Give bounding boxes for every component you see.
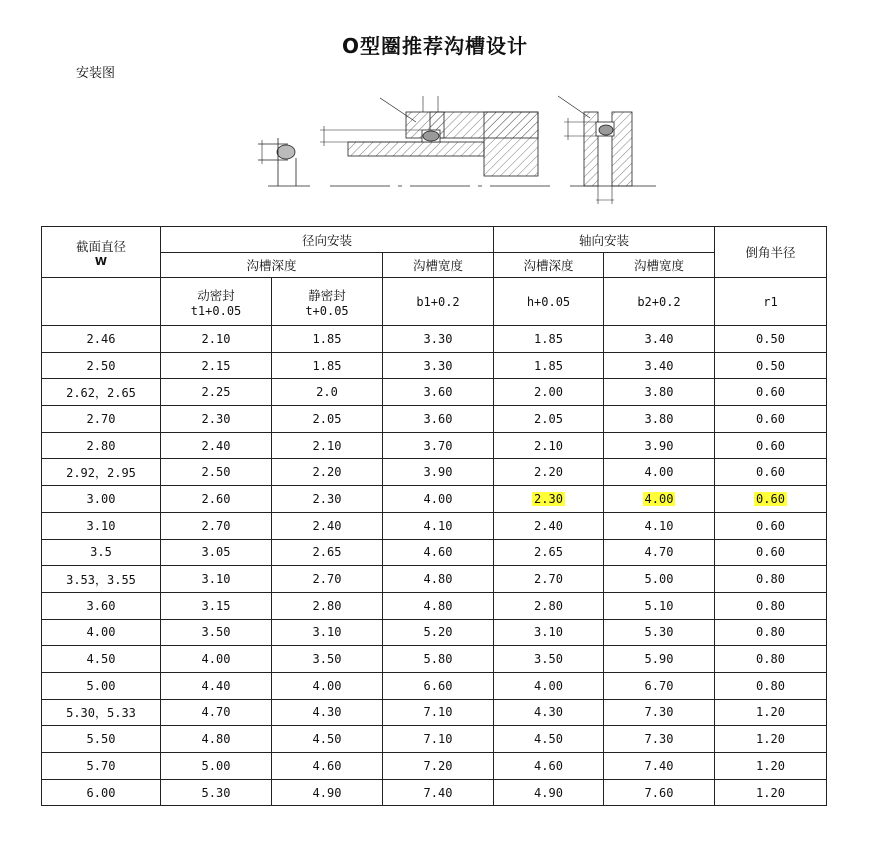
table-cell: 6.60 <box>383 672 494 699</box>
table-row <box>42 406 827 433</box>
table-cell: 4.00 <box>383 486 494 513</box>
axial-install-header: 轴向安装 <box>494 227 715 253</box>
table-cell: 5.70 <box>42 753 161 780</box>
table-cell <box>715 486 827 513</box>
table-row <box>42 352 827 379</box>
table-cell: 2.10 <box>272 432 383 459</box>
r1-header: r1 <box>715 278 827 326</box>
table-cell: 0.50 <box>715 326 827 353</box>
table-row <box>42 699 827 726</box>
table-cell: 0.60 <box>715 539 827 566</box>
table-cell: 5.10 <box>604 592 715 619</box>
table-cell: 4.50 <box>272 726 383 753</box>
table-cell: 3.05 <box>161 539 272 566</box>
table-cell: 5.30 <box>604 619 715 646</box>
table-cell: 2.30 <box>161 406 272 433</box>
table-cell: 3.80 <box>604 379 715 406</box>
table-cell: 2.05 <box>272 406 383 433</box>
table-cell: 3.60 <box>383 379 494 406</box>
table-cell: 4.30 <box>272 699 383 726</box>
table-cell: 2.62，2.65 <box>42 379 161 406</box>
table-cell: 3.30 <box>383 326 494 353</box>
table-body <box>42 326 827 806</box>
table-cell: 2.80 <box>272 592 383 619</box>
table-row <box>42 379 827 406</box>
table-cell: 2.40 <box>494 512 604 539</box>
table-cell: 7.30 <box>604 699 715 726</box>
table-cell: 1.20 <box>715 753 827 780</box>
radial-install-header: 径向安装 <box>161 227 494 253</box>
table-cell: 2.80 <box>42 432 161 459</box>
table-row <box>42 779 827 806</box>
table-cell: 1.85 <box>494 352 604 379</box>
table-row <box>42 459 827 486</box>
table-cell: 4.00 <box>494 672 604 699</box>
table-cell: 2.70 <box>494 566 604 593</box>
table-cell: 0.50 <box>715 352 827 379</box>
table-cell: 3.50 <box>161 619 272 646</box>
table-row <box>42 726 827 753</box>
table-cell: 4.50 <box>494 726 604 753</box>
static-seal-header: 静密封 t+0.05 <box>272 278 383 326</box>
table-cell: 5.00 <box>161 753 272 780</box>
table-cell: 3.90 <box>604 432 715 459</box>
installation-drawing <box>240 88 660 208</box>
table-cell: 1.20 <box>715 726 827 753</box>
table-cell: 4.30 <box>494 699 604 726</box>
table-cell: 5.20 <box>383 619 494 646</box>
table-cell: 3.90 <box>383 459 494 486</box>
chamfer-radius-header: 倒角半径 <box>715 227 827 278</box>
table-cell: 4.70 <box>161 699 272 726</box>
radial-groove-width-header: 沟槽宽度 <box>383 253 494 278</box>
table-cell: 2.25 <box>161 379 272 406</box>
table-cell: 4.40 <box>161 672 272 699</box>
table-row <box>42 619 827 646</box>
axial-groove-depth-header: 沟槽深度 <box>494 253 604 278</box>
table-cell: 2.00 <box>494 379 604 406</box>
table-cell: 3.80 <box>604 406 715 433</box>
table-cell: 4.50 <box>42 646 161 673</box>
h-tolerance-header: h+0.05 <box>494 278 604 326</box>
blank-header-cell <box>42 278 161 326</box>
axial-groove-width-header: 沟槽宽度 <box>604 253 715 278</box>
table-cell: 5.00 <box>604 566 715 593</box>
table-cell: 2.70 <box>42 406 161 433</box>
table-cell: 2.0 <box>272 379 383 406</box>
table-row <box>42 486 827 513</box>
table-cell: 2.92，2.95 <box>42 459 161 486</box>
highlighted-value: 4.00 <box>644 491 674 506</box>
table-cell: 3.50 <box>494 646 604 673</box>
table-cell: 2.40 <box>272 512 383 539</box>
table-cell: 7.60 <box>604 779 715 806</box>
table-row <box>42 646 827 673</box>
table-cell: 2.46 <box>42 326 161 353</box>
table-row <box>42 512 827 539</box>
table-cell: 0.80 <box>715 672 827 699</box>
table-cell: 4.00 <box>272 672 383 699</box>
table-cell: 2.10 <box>161 326 272 353</box>
table-cell: 7.10 <box>383 726 494 753</box>
table-cell: 7.10 <box>383 699 494 726</box>
radial-groove-drawing <box>320 96 550 186</box>
table-cell: 1.85 <box>494 326 604 353</box>
groove-design-table <box>41 226 827 806</box>
section-diameter-header: 截面直径 W <box>42 227 161 278</box>
table-cell: 2.05 <box>494 406 604 433</box>
table-cell: 2.40 <box>161 432 272 459</box>
table-row <box>42 753 827 780</box>
table-cell: 5.50 <box>42 726 161 753</box>
table-row <box>42 432 827 459</box>
table-row <box>42 566 827 593</box>
table-cell: 2.50 <box>42 352 161 379</box>
table-cell: 1.85 <box>272 352 383 379</box>
table-cell: 0.80 <box>715 566 827 593</box>
table-cell: 2.65 <box>494 539 604 566</box>
table-cell: 3.00 <box>42 486 161 513</box>
oring-section-icon <box>258 138 310 186</box>
table-cell: 3.15 <box>161 592 272 619</box>
table-cell: 3.60 <box>383 406 494 433</box>
table-cell: 2.70 <box>272 566 383 593</box>
table-cell: 3.30 <box>383 352 494 379</box>
table-cell: 5.90 <box>604 646 715 673</box>
dynamic-seal-header: 动密封 t1+0.05 <box>161 278 272 326</box>
table-cell: 3.60 <box>42 592 161 619</box>
table-cell: 2.20 <box>494 459 604 486</box>
table-cell: 3.53，3.55 <box>42 566 161 593</box>
table-cell: 6.00 <box>42 779 161 806</box>
table-cell <box>494 486 604 513</box>
table-cell: 4.80 <box>161 726 272 753</box>
table-cell: 5.30，5.33 <box>42 699 161 726</box>
table-cell: 4.60 <box>272 753 383 780</box>
table-cell: 4.80 <box>383 566 494 593</box>
table-cell: 2.50 <box>161 459 272 486</box>
table-row <box>42 539 827 566</box>
table-cell: 5.80 <box>383 646 494 673</box>
table-cell: 4.00 <box>42 619 161 646</box>
highlighted-value: 0.60 <box>756 491 785 506</box>
table-cell <box>604 486 715 513</box>
table-cell: 7.20 <box>383 753 494 780</box>
table-cell: 4.80 <box>383 592 494 619</box>
table-cell: 1.20 <box>715 779 827 806</box>
table-cell: 3.40 <box>604 326 715 353</box>
table-cell: 0.60 <box>715 432 827 459</box>
table-cell: 4.60 <box>494 753 604 780</box>
table-cell: 0.60 <box>715 459 827 486</box>
table-row <box>42 592 827 619</box>
table-cell: 0.80 <box>715 592 827 619</box>
table-cell: 3.10 <box>161 566 272 593</box>
installation-drawing-label: 安装图 <box>76 66 116 81</box>
table-cell: 2.65 <box>272 539 383 566</box>
table-cell: 3.10 <box>494 619 604 646</box>
table-cell: 3.50 <box>272 646 383 673</box>
table-cell: 4.70 <box>604 539 715 566</box>
table-cell: 2.20 <box>272 459 383 486</box>
table-cell: 2.60 <box>161 486 272 513</box>
highlighted-value: 2.30 <box>534 491 563 506</box>
b2-tolerance-header: b2+0.2 <box>604 278 715 326</box>
table-cell: 3.10 <box>42 512 161 539</box>
table-row <box>42 672 827 699</box>
table-cell: 0.60 <box>715 379 827 406</box>
table-cell: 5.30 <box>161 779 272 806</box>
table-cell: 0.60 <box>715 512 827 539</box>
table-cell: 7.30 <box>604 726 715 753</box>
table-cell: 7.40 <box>604 753 715 780</box>
table-cell: 0.80 <box>715 619 827 646</box>
table-cell: 0.60 <box>715 406 827 433</box>
table-cell: 0.80 <box>715 646 827 673</box>
axial-groove-drawing <box>558 96 656 204</box>
table-cell: 2.30 <box>272 486 383 513</box>
table-cell: 4.60 <box>383 539 494 566</box>
table-cell: 3.40 <box>604 352 715 379</box>
table-cell: 3.70 <box>383 432 494 459</box>
table-cell: 3.5 <box>42 539 161 566</box>
table-cell: 1.20 <box>715 699 827 726</box>
table-cell: 3.10 <box>272 619 383 646</box>
table-cell: 5.00 <box>42 672 161 699</box>
table-cell: 4.00 <box>604 459 715 486</box>
table-cell: 4.10 <box>604 512 715 539</box>
table-cell: 4.00 <box>161 646 272 673</box>
b1-tolerance-header: b1+0.2 <box>383 278 494 326</box>
table-cell: 6.70 <box>604 672 715 699</box>
radial-groove-depth-header: 沟槽深度 <box>161 253 383 278</box>
table-cell: 2.70 <box>161 512 272 539</box>
table-cell: 4.10 <box>383 512 494 539</box>
table-cell: 2.15 <box>161 352 272 379</box>
table-cell: 1.85 <box>272 326 383 353</box>
table-cell: 4.90 <box>272 779 383 806</box>
table-cell: 4.90 <box>494 779 604 806</box>
page-title: O型圈推荐沟槽设计 <box>341 34 528 58</box>
table-row <box>42 326 827 353</box>
table-cell: 2.80 <box>494 592 604 619</box>
table-cell: 7.40 <box>383 779 494 806</box>
table-cell: 2.10 <box>494 432 604 459</box>
